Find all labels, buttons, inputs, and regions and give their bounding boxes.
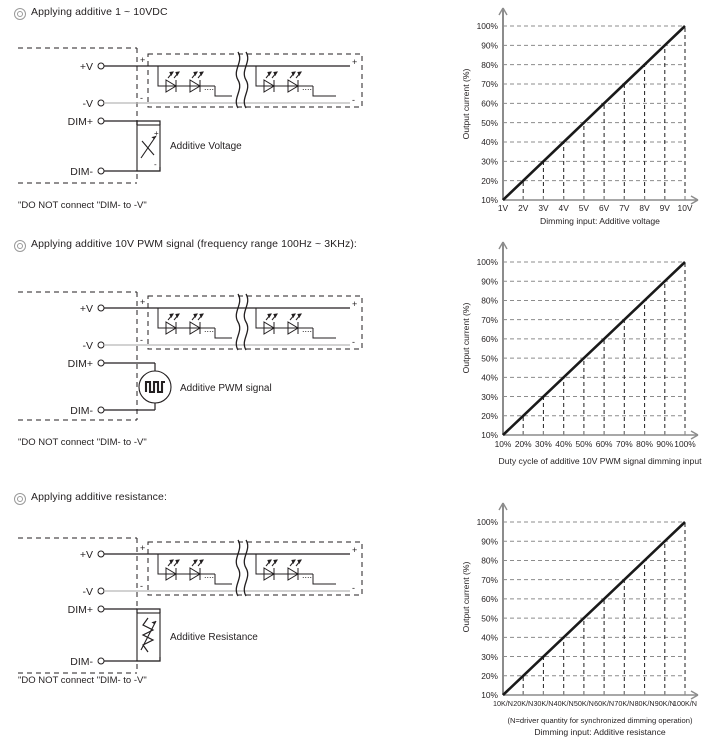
svg-text:80%: 80% xyxy=(636,439,653,449)
led-symbol xyxy=(288,560,301,580)
chart-2-y-axis-title: Output current (%) xyxy=(461,302,471,374)
svg-text:40%: 40% xyxy=(481,137,498,148)
svg-text:7V: 7V xyxy=(619,203,630,213)
svg-text:70%: 70% xyxy=(481,79,498,90)
led-symbol xyxy=(166,560,179,580)
svg-text:50K/N: 50K/N xyxy=(573,699,594,708)
svg-text:80%: 80% xyxy=(481,295,498,306)
svg-text:10%: 10% xyxy=(481,690,498,701)
svg-text:70K/N: 70K/N xyxy=(614,699,635,708)
module-minus-mark: - xyxy=(352,583,355,593)
led-symbol xyxy=(264,314,277,334)
svg-text:50%: 50% xyxy=(481,613,498,624)
chart-3-note: (N=driver quantity for synchronized dimming operation) xyxy=(507,716,693,725)
svg-text:60%: 60% xyxy=(481,594,498,605)
svg-text:70%: 70% xyxy=(615,439,633,449)
led-symbol xyxy=(288,72,301,92)
svg-text:10%: 10% xyxy=(494,439,512,449)
terminal-node-vminus xyxy=(98,342,104,348)
svg-text:40%: 40% xyxy=(481,632,498,643)
chart-2-droplines xyxy=(523,262,685,435)
svg-text:30K/N: 30K/N xyxy=(533,699,554,708)
chart-3-droplines xyxy=(523,522,685,695)
section-1-footnote: "DO NOT connect "DIM- to -V" xyxy=(18,200,147,211)
svg-text:50%: 50% xyxy=(481,353,498,364)
led-ellipsis-left: .... xyxy=(204,324,215,334)
led-string-right xyxy=(256,66,336,96)
chart-2-y-tick-labels xyxy=(477,257,499,440)
svg-text:30%: 30% xyxy=(481,651,498,662)
led-ellipsis-left: .... xyxy=(204,570,215,580)
variable-voltage-source-symbol xyxy=(137,121,160,171)
terminal-node-vminus xyxy=(98,588,104,594)
cable-break-symbol xyxy=(236,540,247,596)
terminal-label-vplus: +V xyxy=(79,61,93,73)
chart-additive-resistance xyxy=(455,485,704,749)
source-plus-mark: + xyxy=(154,129,159,138)
svg-text:40%: 40% xyxy=(555,439,573,449)
svg-text:40K/N: 40K/N xyxy=(553,699,574,708)
terminal-label-dimminus: DIM- xyxy=(70,656,93,668)
led-ellipsis-right: .... xyxy=(302,570,313,580)
circuit-diagram-additive-resistance xyxy=(0,485,455,749)
led-string-left xyxy=(158,308,232,338)
section-additive-voltage xyxy=(0,0,455,232)
terminal-node-dimminus xyxy=(98,658,104,664)
chart-1-droplines xyxy=(523,26,685,200)
driver-output-plus-mark: + xyxy=(140,543,146,553)
chart-3-x-axis-title: Dimming input: Additive resistance xyxy=(534,727,666,737)
led-symbol xyxy=(166,72,179,92)
svg-text:60%: 60% xyxy=(595,439,613,449)
chart-1-y-tick-labels xyxy=(477,21,499,205)
section-3-heading-text: Applying additive resistance: xyxy=(31,491,167,503)
svg-text:100%: 100% xyxy=(476,257,498,268)
terminal-node-dimplus xyxy=(98,606,104,612)
svg-text:10V: 10V xyxy=(677,203,693,213)
cable-break-symbol xyxy=(236,52,247,108)
svg-text:90%: 90% xyxy=(656,439,674,449)
svg-text:80%: 80% xyxy=(481,59,498,70)
module-minus-mark: - xyxy=(352,337,355,347)
variable-resistor-symbol xyxy=(137,609,160,661)
chart-3-svg xyxy=(455,485,704,749)
terminal-node-vminus xyxy=(98,100,104,106)
svg-text:100%: 100% xyxy=(674,439,696,449)
svg-text:100%: 100% xyxy=(476,21,498,32)
svg-text:90%: 90% xyxy=(481,276,498,287)
svg-text:70%: 70% xyxy=(481,314,498,325)
led-string-right xyxy=(256,308,336,338)
driver-output-minus-mark: - xyxy=(140,335,143,345)
chart-1-data-line xyxy=(503,26,685,200)
svg-text:20%: 20% xyxy=(481,410,498,421)
chart-3-y-tick-labels xyxy=(477,517,499,700)
svg-text:80K/N: 80K/N xyxy=(634,699,655,708)
driver-output-minus-mark: - xyxy=(140,581,143,591)
terminal-node-dimminus xyxy=(98,407,104,413)
svg-text:90%: 90% xyxy=(481,40,498,51)
circuit-diagram-additive-voltage xyxy=(0,0,455,232)
terminal-label-dimplus: DIM+ xyxy=(67,116,93,128)
module-plus-mark: + xyxy=(352,299,358,309)
svg-text:20%: 20% xyxy=(514,439,532,449)
section-additive-pwm xyxy=(0,232,455,485)
svg-text:90%: 90% xyxy=(481,536,498,547)
chart-3-gridlines xyxy=(503,522,685,676)
svg-text:70%: 70% xyxy=(481,574,498,585)
led-string-left xyxy=(158,66,232,96)
svg-text:60K/N: 60K/N xyxy=(594,699,615,708)
svg-text:1V: 1V xyxy=(497,203,509,213)
led-module-box xyxy=(148,54,362,107)
chart-additive-voltage xyxy=(455,0,704,232)
driver-output-plus-mark: + xyxy=(140,297,146,307)
svg-text:9V: 9V xyxy=(659,203,670,213)
driver-output-plus-mark: + xyxy=(140,55,146,65)
terminal-label-vminus: -V xyxy=(82,98,93,110)
terminal-node-vplus xyxy=(98,551,104,557)
svg-text:5V: 5V xyxy=(578,203,590,213)
led-ellipsis-left: .... xyxy=(204,82,215,92)
svg-text:6V: 6V xyxy=(598,203,610,213)
svg-text:3V: 3V xyxy=(538,203,549,213)
terminal-node-dimplus xyxy=(98,360,104,366)
led-module-box xyxy=(148,542,362,595)
chart-1-y-axis-title: Output current (%) xyxy=(461,68,471,140)
svg-text:80%: 80% xyxy=(481,555,498,566)
chart-1-x-axis-title: Dimming input: Additive voltage xyxy=(540,216,660,226)
section-2-footnote: "DO NOT connect "DIM- to -V" xyxy=(18,437,147,448)
terminal-label-vminus: -V xyxy=(82,586,93,598)
svg-text:100K/N: 100K/N xyxy=(673,699,697,708)
svg-text:2V: 2V xyxy=(518,203,529,213)
chart-2-gridlines xyxy=(503,262,685,416)
terminal-node-dimminus xyxy=(98,168,104,174)
terminal-node-vplus xyxy=(98,63,104,69)
svg-text:10%: 10% xyxy=(481,430,498,441)
svg-text:4V: 4V xyxy=(558,203,569,213)
svg-text:20%: 20% xyxy=(481,175,498,186)
led-ellipsis-right: .... xyxy=(302,324,313,334)
chart-2-x-axis-title: Duty cycle of additive 10V PWM signal dimming input xyxy=(498,456,702,466)
led-symbol xyxy=(264,72,277,92)
module-plus-mark: + xyxy=(352,57,358,67)
driver-output-minus-mark: - xyxy=(140,93,143,103)
module-minus-mark: - xyxy=(352,95,355,105)
led-symbol xyxy=(190,72,203,92)
terminal-label-vminus: -V xyxy=(82,340,93,352)
svg-text:30%: 30% xyxy=(481,156,498,167)
svg-text:60%: 60% xyxy=(481,98,498,109)
terminal-label-dimplus: DIM+ xyxy=(67,358,93,370)
led-symbol xyxy=(190,314,203,334)
terminal-label-vplus: +V xyxy=(79,549,93,561)
device-label-additive-resistance: Additive Resistance xyxy=(170,632,258,643)
svg-text:30%: 30% xyxy=(481,391,498,402)
led-string-left xyxy=(158,554,232,584)
device-label-additive-pwm: Additive PWM signal xyxy=(180,383,272,394)
terminal-label-vplus: +V xyxy=(79,303,93,315)
pwm-source-symbol xyxy=(139,371,171,403)
source-minus-mark: - xyxy=(154,160,157,169)
chart-1-gridlines xyxy=(503,26,685,181)
cable-break-symbol xyxy=(236,294,247,350)
led-symbol xyxy=(288,314,301,334)
led-module-box xyxy=(148,296,362,349)
chart-3-y-axis-title: Output current (%) xyxy=(461,561,471,633)
svg-text:90K/N: 90K/N xyxy=(654,699,675,708)
svg-text:50%: 50% xyxy=(575,439,593,449)
svg-text:60%: 60% xyxy=(481,334,498,345)
chart-3-data-line xyxy=(503,522,685,695)
chart-1-svg xyxy=(455,0,704,232)
led-ellipsis-right: .... xyxy=(302,82,313,92)
svg-text:8V: 8V xyxy=(639,203,650,213)
device-label-additive-voltage: Additive Voltage xyxy=(170,141,242,152)
chart-2-data-line xyxy=(503,262,685,435)
svg-text:30%: 30% xyxy=(535,439,552,449)
terminal-label-dimminus: DIM- xyxy=(70,405,93,417)
module-plus-mark: + xyxy=(352,545,358,555)
svg-text:20K/N: 20K/N xyxy=(513,699,534,708)
section-3-footnote: "DO NOT connect "DIM- to -V" xyxy=(18,675,147,686)
svg-text:40%: 40% xyxy=(481,372,498,383)
section-1-heading-text: Applying additive 1 ~ 10VDC xyxy=(31,6,168,18)
svg-text:100%: 100% xyxy=(476,517,498,528)
svg-text:50%: 50% xyxy=(481,117,498,128)
led-string-right xyxy=(256,554,336,584)
chart-2-x-tick-labels xyxy=(495,439,697,449)
terminal-node-dimplus xyxy=(98,118,104,124)
terminal-label-dimminus: DIM- xyxy=(70,166,93,178)
svg-text:10K/N: 10K/N xyxy=(493,699,513,708)
chart-1-x-tick-labels xyxy=(498,203,693,213)
terminal-node-vplus xyxy=(98,305,104,311)
svg-text:20%: 20% xyxy=(481,670,498,681)
terminal-label-dimplus: DIM+ xyxy=(67,604,93,616)
led-symbol xyxy=(190,560,203,580)
led-symbol xyxy=(166,314,179,334)
chart-additive-pwm xyxy=(455,232,704,485)
chart-2-svg xyxy=(455,232,704,485)
section-additive-resistance xyxy=(0,485,455,749)
section-2-heading-text: Applying additive 10V PWM signal (frequency range 100Hz ~ 3KHz): xyxy=(31,238,357,250)
chart-3-x-tick-labels xyxy=(493,699,697,708)
led-symbol xyxy=(264,560,277,580)
svg-text:10%: 10% xyxy=(481,195,498,206)
